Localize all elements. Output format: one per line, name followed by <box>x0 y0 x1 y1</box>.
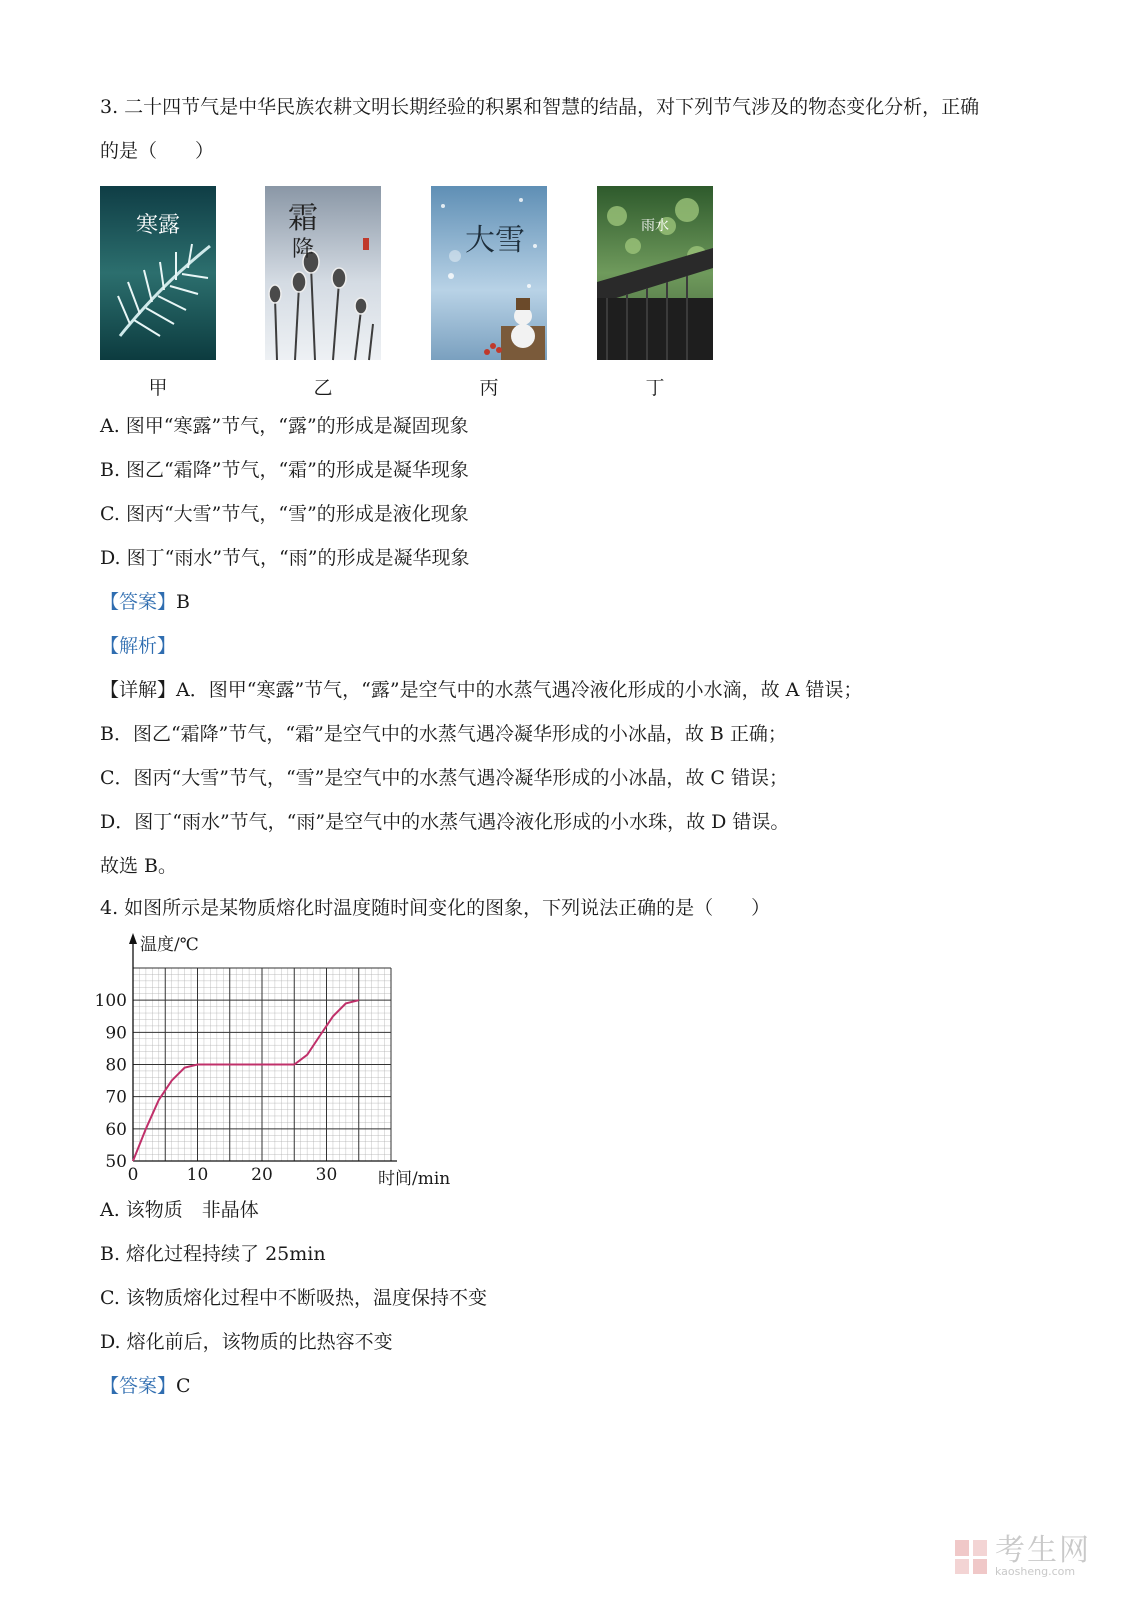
svg-text:大雪: 大雪 <box>465 223 525 258</box>
poster-daxue-image <box>431 186 547 360</box>
x-tick-label: 0 <box>127 1165 139 1185</box>
y-tick-label: 90 <box>105 1023 127 1044</box>
y-tick-label: 70 <box>105 1087 127 1108</box>
watermark-url: kaosheng.com <box>995 1565 1076 1578</box>
q4-option-c: C. 该物质熔化过程中不断吸热，温度保持不变 <box>100 1287 487 1309</box>
q4-option-a: A. 该物质 非晶体 <box>100 1199 259 1221</box>
answer-tag: 【答案】 <box>100 591 177 613</box>
y-axis-label: 温度/℃ <box>140 935 199 955</box>
poster-hanlu-image <box>100 186 216 360</box>
melting-curve-line <box>133 1000 359 1161</box>
y-tick-label: 50 <box>105 1152 127 1172</box>
analysis-tag: 【解析】 <box>100 635 177 657</box>
watermark-text: 考生网 <box>995 1533 1091 1568</box>
q4-option-d: D. 熔化前后，该物质的比热容不变 <box>100 1331 393 1353</box>
answer-tag: 【答案】 <box>100 1375 177 1397</box>
q3-option-d: D. 图丁“雨水”节气，“雨”的形成是凝华现象 <box>100 547 470 569</box>
q3-detail-c: C．图丙“大雪”节气，“雪”是空气中的水蒸气遇冷凝华形成的小冰晶，故 C 错误； <box>100 767 789 789</box>
chart-axes <box>129 933 397 1161</box>
poster-shuangjiang-image <box>265 186 381 360</box>
q3-option-a: A. 图甲“寒露”节气，“露”的形成是凝固现象 <box>100 415 469 437</box>
q3-stem-line2: 的是（ ） <box>100 140 215 162</box>
chart-tick-labels <box>95 991 338 1185</box>
detail-line-a: A．图甲“寒露”节气，“露”是空气中的水蒸气遇冷液化形成的小水滴，故 A 错误； <box>176 679 863 701</box>
x-tick-label: 20 <box>251 1165 273 1185</box>
answer-value: B <box>176 591 190 613</box>
q3-answer <box>100 590 190 614</box>
q3-stem-line1: 3. 二十四节气是中华民族农耕文明长期经验的积累和智慧的结晶，对下列节气涉及的物态变化分析，正确 <box>100 96 980 118</box>
y-tick-label: 100 <box>94 991 127 1012</box>
q3-conclusion: 故选 B。 <box>100 855 178 877</box>
poster-yushui-image <box>597 186 713 360</box>
svg-text:寒露: 寒露 <box>135 213 181 238</box>
q3-detail-d: D．图丁“雨水”节气，“雨”是空气中的水蒸气遇冷液化形成的小水珠，故 D 错误。 <box>100 811 790 833</box>
caption-ding: 丁 <box>645 377 665 399</box>
svg-text:霜: 霜 <box>288 201 318 236</box>
q3-option-c: C. 图丙“大雪”节气，“雪”的形成是液化现象 <box>100 503 469 525</box>
y-axis-arrow <box>129 933 137 944</box>
svg-text:降: 降 <box>291 237 315 262</box>
x-tick-label: 30 <box>315 1165 338 1185</box>
answer-value: C <box>176 1375 191 1397</box>
x-axis-label: 时间/min <box>378 1169 451 1189</box>
caption-jia: 甲 <box>148 377 168 399</box>
x-tick-label: 10 <box>186 1165 209 1185</box>
melting-curve-chart <box>94 928 460 1190</box>
kaosheng-logo-icon <box>953 1538 989 1576</box>
y-tick-label: 80 <box>105 1055 127 1076</box>
q3-analysis-tag <box>100 634 176 658</box>
q4-answer <box>100 1374 191 1398</box>
y-tick-label: 60 <box>105 1119 127 1140</box>
q3-option-b: B. 图乙“霜降”节气，“霜”的形成是凝华现象 <box>100 459 469 481</box>
q4-stem: 4. 如图所示是某物质熔化时温度随时间变化的图象，下列说法正确的是（ ） <box>100 897 771 919</box>
q3-detail-b: B．图乙“霜降”节气，“霜”是空气中的水蒸气遇冷凝华形成的小冰晶，故 B 正确； <box>100 723 787 745</box>
caption-yi: 乙 <box>313 377 333 399</box>
q4-option-b: B. 熔化过程持续了 25min <box>100 1243 326 1265</box>
caption-bing: 丙 <box>479 377 499 399</box>
svg-text:雨水: 雨水 <box>641 218 669 234</box>
q3-detail-a <box>100 678 862 702</box>
detail-tag: 【详解】 <box>100 679 177 701</box>
watermark <box>953 1533 1091 1578</box>
